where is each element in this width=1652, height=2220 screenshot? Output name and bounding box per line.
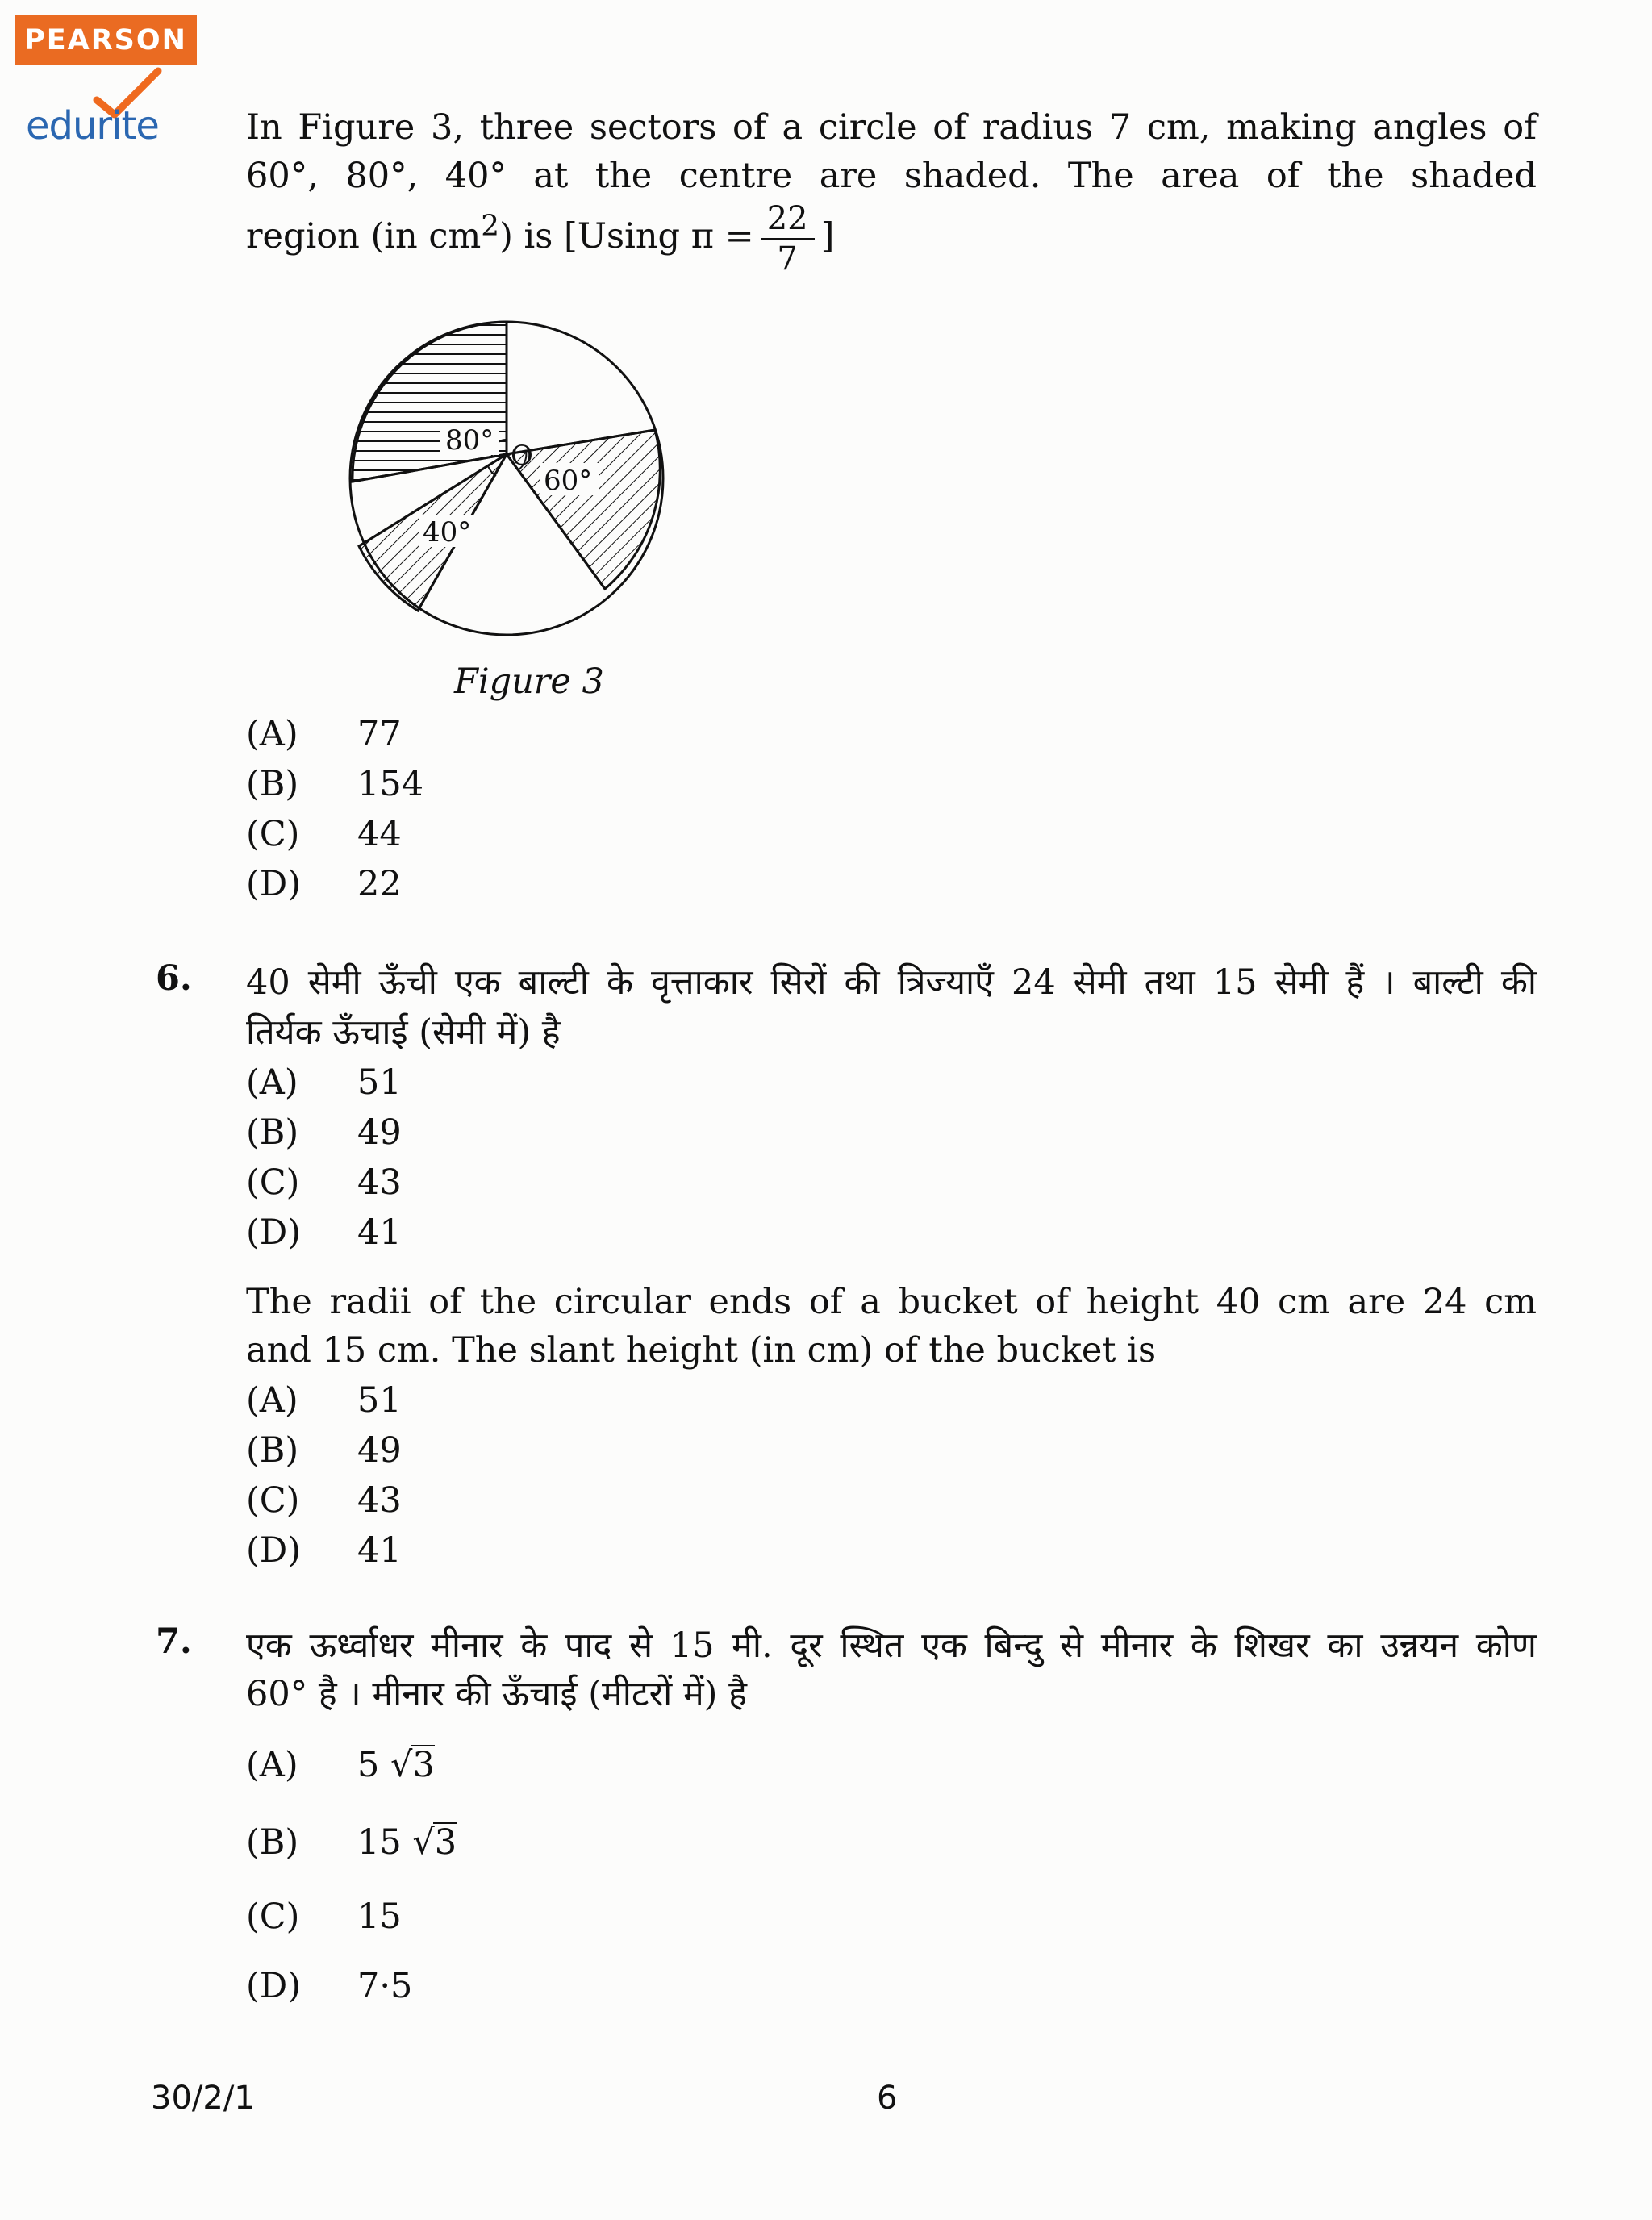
option-value: 7·5	[357, 1966, 413, 2006]
pi-fraction-numerator: 22	[761, 202, 815, 240]
option-value: 43	[357, 1480, 402, 1521]
option-value: 49	[357, 1112, 402, 1153]
option-label: (C)	[246, 1162, 300, 1203]
option-label: (B)	[246, 1112, 299, 1153]
option-value: 41	[357, 1212, 402, 1253]
q5-line-3-superscript: 2	[481, 209, 500, 243]
sqrt-radicand: 3	[434, 1822, 457, 1863]
option-coefficient: 5	[357, 1745, 380, 1785]
option-label: (B)	[246, 764, 299, 804]
figure-3	[339, 311, 678, 649]
option-label: (B)	[246, 1430, 299, 1471]
option-value	[357, 1741, 435, 1789]
q5-line-3-suffix: ]	[820, 216, 835, 257]
figure-caption: Figure 3	[454, 661, 604, 702]
option-value: 77	[357, 714, 402, 754]
option-value: 44	[357, 814, 402, 854]
question-6-number: 6.	[156, 958, 192, 999]
option-label: (D)	[246, 864, 302, 904]
sqrt-symbol: √	[390, 1745, 413, 1785]
paper-code: 30/2/1	[151, 2080, 255, 2117]
option-value: 51	[357, 1380, 402, 1421]
q6-english-line-1: The radii of the circular ends of a bucket of height 40 cm are 24 cm	[246, 1282, 1537, 1322]
option-label: (A)	[246, 1745, 298, 1785]
angle-label-80: 80°	[445, 424, 494, 457]
option-label: (A)	[246, 1062, 298, 1103]
sqrt-symbol: √	[412, 1822, 435, 1863]
option-label: (A)	[246, 714, 298, 754]
edurite-logo	[26, 65, 179, 153]
option-value: 22	[357, 864, 402, 904]
question-7-number: 7.	[156, 1621, 192, 1662]
q5-line-3	[246, 202, 1537, 276]
option-label: (B)	[246, 1822, 299, 1863]
q5-line-3-prefix: region (in cm	[246, 216, 482, 257]
q5-line-1: In Figure 3, three sectors of a circle of radius 7 cm, making angles of	[246, 107, 1537, 148]
option-label: (A)	[246, 1380, 298, 1421]
q6-english-line-2: and 15 cm. The slant height (in cm) of the bucket is	[246, 1330, 1157, 1371]
option-label: (C)	[246, 1897, 300, 1937]
center-label: O	[511, 440, 533, 472]
option-label: (D)	[246, 1212, 302, 1253]
q5-line-3-middle: ) is [Using π =	[499, 216, 754, 257]
q6-hindi-line-2: तिर्यक ऊँचाई (सेमी में) है	[246, 1012, 561, 1053]
pi-fraction	[761, 202, 815, 276]
option-value: 43	[357, 1162, 402, 1203]
option-label: (D)	[246, 1966, 302, 2006]
edurite-wordmark: edurite	[26, 103, 159, 148]
circle-diagram	[339, 311, 678, 649]
option-label: (D)	[246, 1530, 302, 1571]
sqrt-radicand: 3	[412, 1745, 435, 1785]
angle-label-60: 60°	[544, 465, 593, 497]
option-label: (C)	[246, 1480, 300, 1521]
option-value: 154	[357, 764, 424, 804]
option-value: 49	[357, 1430, 402, 1471]
q6-hindi-line-1: 40 सेमी ऊँची एक बाल्टी के वृत्ताकार सिरों की त्रिज्याएँ 24 सेमी तथा 15 सेमी हैं । बाल्टी की	[246, 962, 1537, 1003]
pearson-logo: PEARSON	[15, 15, 197, 65]
q7-hindi-line-2: 60° है । मीनार की ऊँचाई (मीटरों में) है	[246, 1674, 747, 1714]
angle-label-40: 40°	[423, 516, 472, 549]
page-number: 6	[877, 2080, 898, 2117]
option-value: 15	[357, 1897, 402, 1937]
q5-line-2: 60°, 80°, 40° at the centre are shaded. The area of the shaded	[246, 156, 1537, 196]
option-label: (C)	[246, 814, 300, 854]
option-value	[357, 1818, 457, 1867]
option-coefficient: 15	[357, 1822, 402, 1863]
pi-fraction-denominator: 7	[777, 240, 798, 278]
q7-hindi-line-1: एक ऊर्ध्वाधर मीनार के पाद से 15 मी. दूर स्थित एक बिन्दु से मीनार के शिखर का उन्नयन कोण	[246, 1625, 1537, 1666]
option-value: 51	[357, 1062, 402, 1103]
option-value: 41	[357, 1530, 402, 1571]
